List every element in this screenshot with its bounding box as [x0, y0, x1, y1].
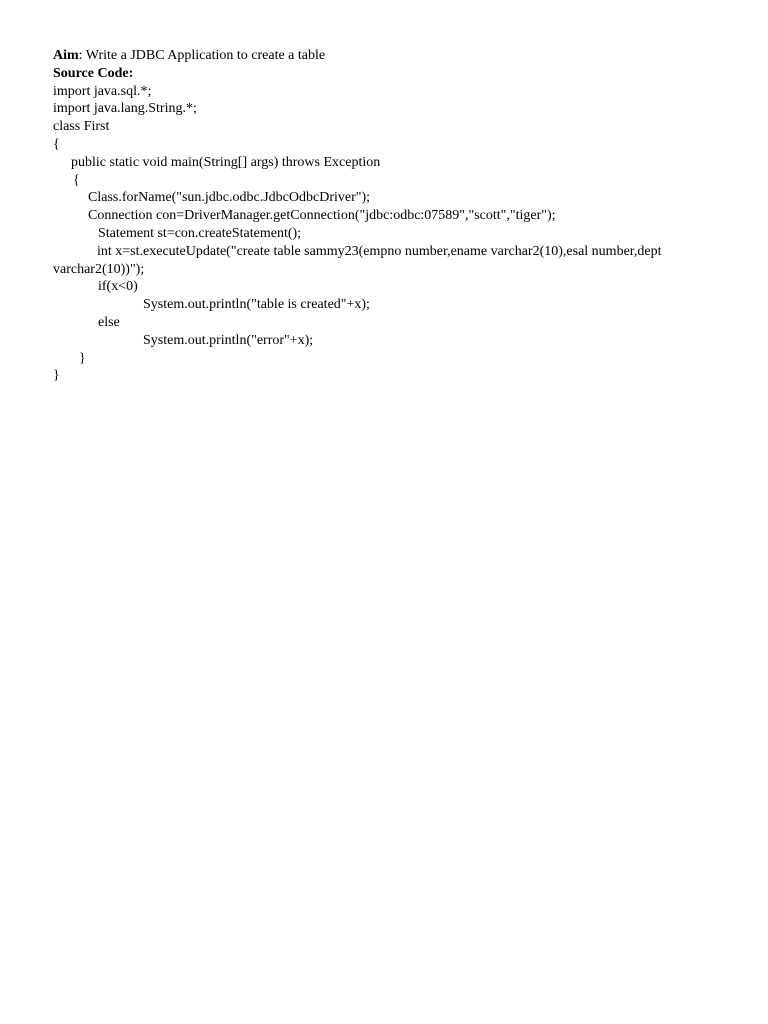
code-line-10-text: int x=st.executeUpdate("create table sammy23(empno number,ename varchar2(10),esal number,dept varchar2(10))"); [53, 243, 662, 277]
aim-line [53, 47, 713, 65]
code-line-15: } [79, 350, 86, 366]
code-line-2: import java.lang.String.*; [53, 101, 197, 117]
code-line-4: { [53, 136, 60, 152]
code-line-7: Class.forName("sun.jdbc.odbc.JdbcOdbcDriver"); [88, 190, 371, 206]
code-line-3: class First [53, 119, 110, 135]
aim-text: : Write a JDBC Application to create a table [78, 48, 326, 63]
code-line-13: else [98, 314, 120, 330]
source-code-label: Source Code: [53, 65, 134, 81]
code-line-12: System.out.println("table is created"+x); [143, 297, 370, 313]
code-line-11: if(x<0) [98, 279, 138, 295]
code-line-10 [53, 243, 713, 279]
code-line-9: Statement st=con.createStatement(); [98, 225, 302, 241]
code-line-6: { [73, 172, 80, 188]
document-body [53, 47, 713, 385]
code-line-1: import java.sql.*; [53, 83, 152, 99]
code-line-5: public static void main(String[] args) throws Exception [71, 154, 381, 170]
code-line-8: Connection con=DriverManager.getConnection("jdbc:odbc:07589","scott","tiger"); [88, 208, 556, 224]
aim-label: Aim [53, 48, 79, 63]
code-line-16: } [53, 368, 60, 384]
code-line-14: System.out.println("error"+x); [143, 332, 314, 348]
